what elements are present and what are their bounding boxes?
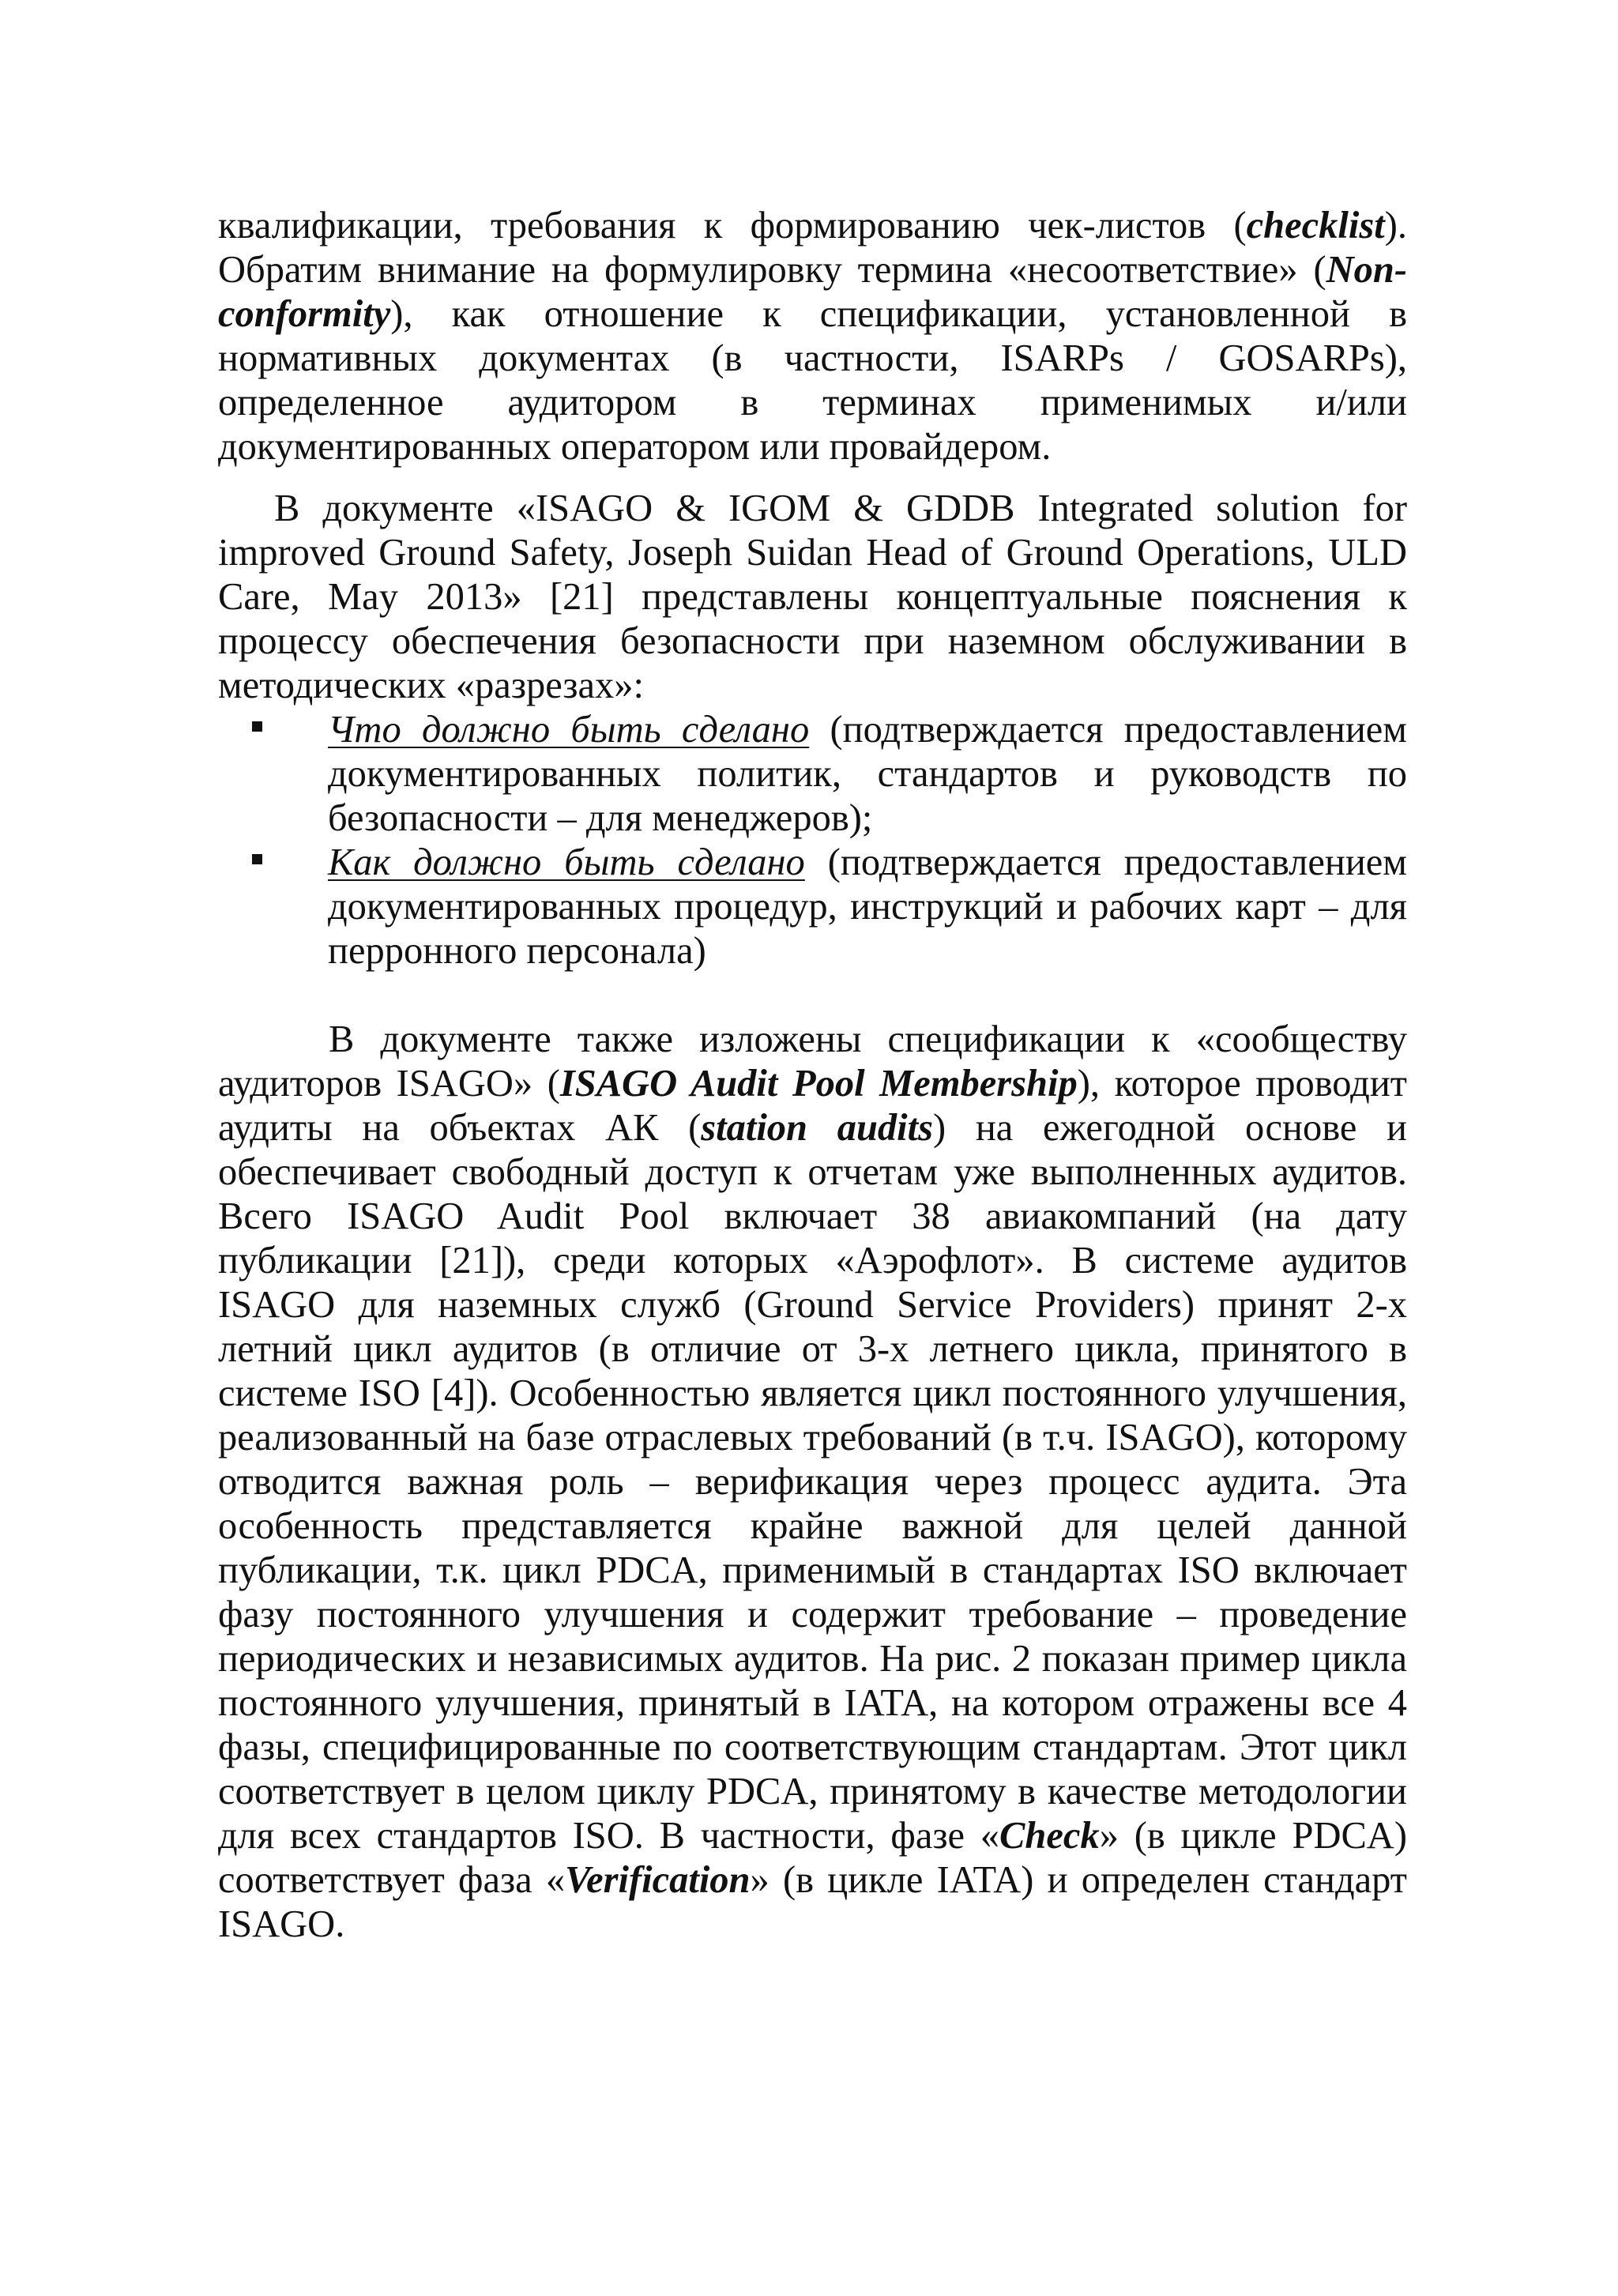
square-bullet-icon xyxy=(252,854,262,864)
paragraph-isago-document: В документе «ISAGO & IGOM & GDDB Integrated solution for improved Ground Safety, Joseph Suidan Head of Ground Operations, ULD Care, May 2013» [21] представлены концептуальные пояснения к процессу обеспечения безопасности при наземном обслуживании в методических «разрезах»: xyxy=(218,487,1407,706)
term-verification: Verification xyxy=(565,1859,751,1901)
list-item xyxy=(218,841,1407,973)
square-bullet-icon xyxy=(252,721,262,732)
list-item-text: (подтверждается предоставлением документированных процедур, инструкций и рабочих карт – для перронного персонала) xyxy=(328,841,1407,972)
paragraph-text: квалификации, требования к формированию чек-листов ( xyxy=(218,205,1247,247)
paragraph-text: ) на ежегодной основе и обеспечивает свободный доступ к отчетам уже выполненных аудитов. Всего ISAGO Audit Pool включает 38 авиакомпаний (на дату публикации [21]), среди которых «Аэрофлот». В системе аудитов ISAGO для наземных служб (Ground Service Providers) принят 2-х летний цикл аудитов (в отличие от 3-х летнего цикла, принятого в системе ISO [4]). Особенностью является цикл постоянного улучшения, реализованный на базе отраслевых требований (в т.ч. ISAGO), которому отводится важная роль – верификация через процесс аудита. Эта особенность представляется крайне важной для целей данной публикации, т.к. цикл PDCA, применимый в стандартах ISO включает фазу постоянного улучшения и содержит требование – проведение периодических и независимых аудитов. На рис. 2 показан пример цикла постоянного улучшения, принятый в IATA, на котором отражены все 4 фазы, специфицированные по соответствующим стандартам. Этот цикл соответствует в целом циклу PDCA, принятому в качестве методологии для всех стандартов ISO. В частности, фазе « xyxy=(218,1107,1407,1857)
paragraph-text: В документе также изложены спецификации к «сообществу аудиторов ISAGO» ( xyxy=(218,1018,1407,1105)
paragraph-text: ), как отношение к спецификации, установленной в нормативных документах (в частности, ISARPs / GOSARPs), определенное аудитором в терминах применимых и/или документированных оператором или провайдером. xyxy=(218,293,1407,468)
paragraph-audit-pool xyxy=(218,1018,1407,1947)
term-checklist: checklist xyxy=(1246,205,1385,247)
term-nonconformity: Non-conformity xyxy=(218,249,1407,335)
term-check: Check xyxy=(999,1815,1100,1857)
list-item-emphasis: Как должно быть сделано xyxy=(328,841,805,883)
paragraph-text: ), которое проводит аудиты на объектах АК ( xyxy=(218,1063,1407,1149)
paragraph-text: ). Обратим внимание на формулировку термина «несоответствие» ( xyxy=(218,205,1407,291)
list-item-text: (подтверждается предоставлением документированных политик, стандартов и руководств по безопасности – для менеджеров); xyxy=(328,709,1407,839)
list-item-emphasis: Что должно быть сделано xyxy=(328,709,810,751)
paragraph-text: » (в цикле IATA) и определен стандарт ISAGO. xyxy=(218,1859,1407,1945)
paragraph-continuation xyxy=(218,204,1407,469)
paragraph-text: » (в цикле PDCA) соответствует фаза « xyxy=(218,1815,1407,1901)
list-item xyxy=(218,708,1407,841)
bullet-list xyxy=(218,708,1407,973)
term-audit-pool-membership: ISAGO Audit Pool Membership xyxy=(559,1063,1078,1105)
term-station-audits: station audits xyxy=(701,1107,934,1149)
